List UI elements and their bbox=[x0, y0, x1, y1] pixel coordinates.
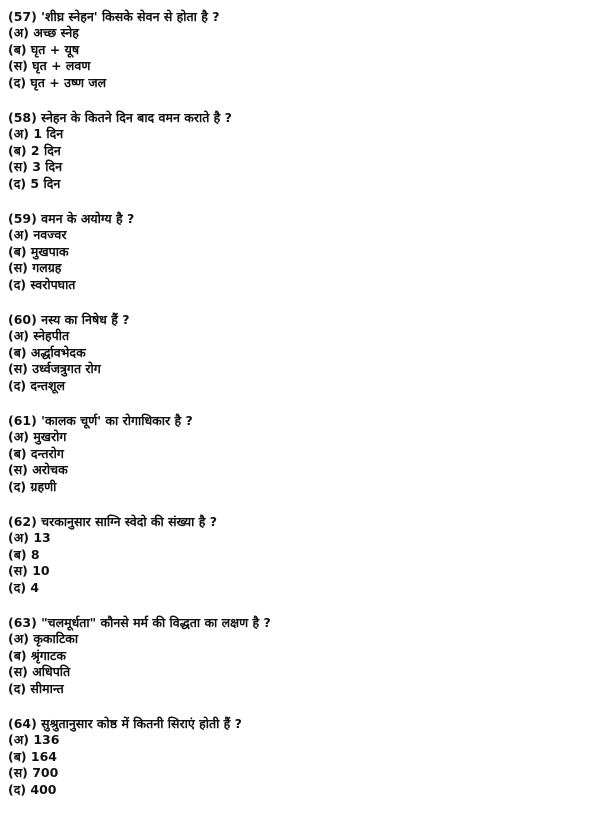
option-b: (ब) श्रृंगाटक bbox=[8, 647, 66, 663]
question-57 bbox=[8, 8, 606, 91]
option-c: (स) घृत + लवण bbox=[8, 58, 91, 73]
question-text: (62) चरकानुसार साग्नि स्वेदो की संख्या है ? bbox=[8, 514, 217, 529]
question-58 bbox=[8, 109, 606, 192]
option-d: (द) 5 दिन bbox=[8, 175, 61, 191]
question-page bbox=[8, 8, 606, 816]
question-text: (63) "चलमूर्धता" कौनसे मर्म की विद्धता का लक्षण है ? bbox=[8, 615, 271, 630]
option-a: (अ) 1 दिन bbox=[8, 126, 64, 141]
option-a: (अ) अच्छ स्नेह bbox=[8, 25, 79, 40]
option-d: (द) स्वरोपघात bbox=[8, 276, 76, 292]
option-c: (स) उर्ध्वजत्रुगत रोग bbox=[8, 361, 101, 376]
question-62 bbox=[8, 513, 606, 596]
option-c: (स) 10 bbox=[8, 563, 50, 578]
option-d: (द) 4 bbox=[8, 579, 40, 595]
question-63 bbox=[8, 614, 606, 697]
question-text: (59) वमन के अयोग्य है ? bbox=[8, 211, 135, 226]
option-a: (अ) 136 bbox=[8, 732, 60, 747]
option-b: (ब) 164 bbox=[8, 748, 58, 764]
question-59 bbox=[8, 210, 606, 293]
option-a: (अ) नवज्वर bbox=[8, 227, 67, 242]
question-text: (64) सुश्रुतानुसार कोष्ठ में कितनी सिराएं होती हैं ? bbox=[8, 716, 242, 731]
option-d: (द) सीमान्त bbox=[8, 680, 64, 696]
option-a: (अ) मुखरोग bbox=[8, 429, 67, 444]
question-64 bbox=[8, 715, 606, 798]
option-c: (स) 700 bbox=[8, 765, 59, 780]
question-text: (58) स्नेहन के कितने दिन बाद वमन कराते है ? bbox=[8, 110, 232, 125]
option-c: (स) अधिपति bbox=[8, 664, 71, 679]
option-c: (स) 3 दिन bbox=[8, 159, 63, 174]
option-b: (ब) मुखपाक bbox=[8, 243, 69, 259]
question-61 bbox=[8, 412, 606, 495]
option-a: (अ) 13 bbox=[8, 530, 51, 545]
option-d: (द) घृत + उष्ण जल bbox=[8, 74, 107, 90]
option-b: (ब) घृत + यूष bbox=[8, 41, 80, 57]
option-c: (स) अरोचक bbox=[8, 462, 68, 477]
question-text: (57) 'शीघ्र स्नेहन' किसके सेवन से होता है ? bbox=[8, 9, 220, 24]
option-b: (ब) 2 दिन bbox=[8, 142, 61, 158]
question-text: (61) 'कालक चूर्ण' का रोगाधिकार है ? bbox=[8, 413, 193, 428]
option-d: (द) 400 bbox=[8, 781, 57, 797]
option-d: (द) दन्तशूल bbox=[8, 377, 66, 393]
option-b: (ब) 8 bbox=[8, 546, 40, 562]
question-60 bbox=[8, 311, 606, 394]
option-d: (द) ग्रहणी bbox=[8, 478, 57, 494]
option-a: (अ) कृकाटिका bbox=[8, 631, 79, 646]
option-a: (अ) स्नेहपीत bbox=[8, 328, 70, 343]
question-text: (60) नस्य का निषेध हैं ? bbox=[8, 312, 130, 327]
option-b: (ब) अर्द्धावभेदक bbox=[8, 344, 86, 360]
option-b: (ब) दन्तरोग bbox=[8, 445, 64, 461]
option-c: (स) गलग्रह bbox=[8, 260, 62, 275]
